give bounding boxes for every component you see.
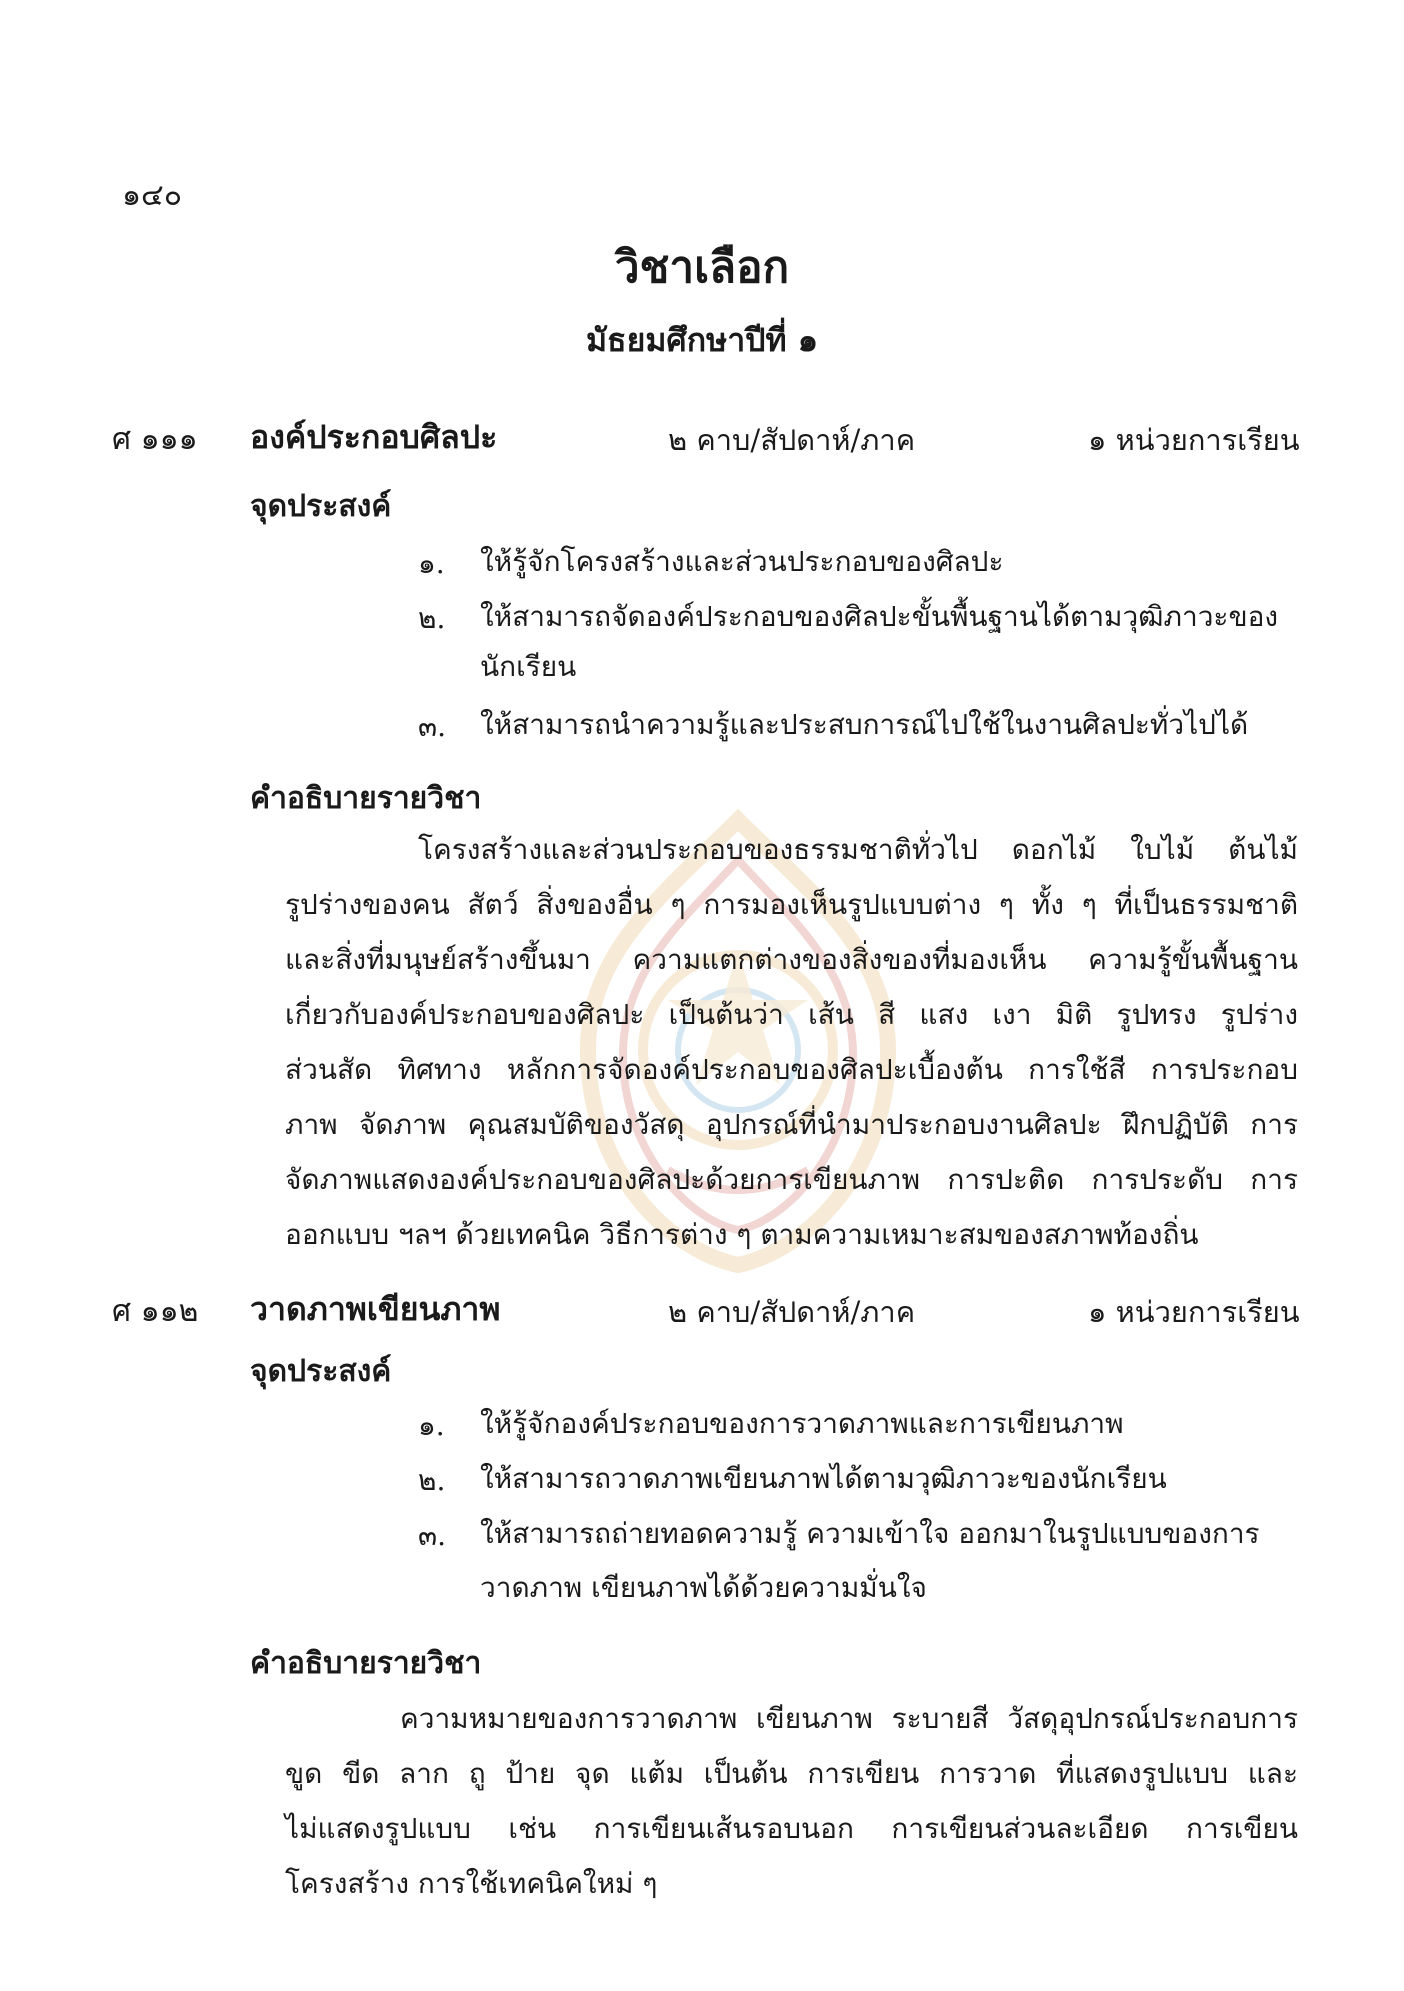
- page-title: วิชาเลือก: [614, 242, 790, 293]
- objective-text: ให้รู้จักโครงสร้างและส่วนประกอบของศิลปะ: [480, 545, 1004, 578]
- page-number: ๑๔๐: [122, 178, 183, 213]
- description-line: และสิ่งที่มนุษย์สร้างขึ้นมา ความแตกต่างของสิ่งของที่มองเห็น ความรู้ขั้นพื้นฐาน: [285, 943, 1298, 976]
- objective-text: ให้รู้จักองค์ประกอบของการวาดภาพและการเขียนภาพ: [480, 1407, 1124, 1440]
- course-name: วาดภาพเขียนภาพ: [250, 1290, 501, 1328]
- course-credit: ๑ หน่วยการเรียน: [1088, 423, 1300, 457]
- objective-number: ๑.: [418, 1409, 445, 1442]
- description-line: รูปร่างของคน สัตว์ สิ่งของอื่น ๆ การมองเห็นรูปแบบต่าง ๆ ทั้ง ๆ ที่เป็นธรรมชาติ: [285, 888, 1298, 921]
- objective-text: ให้สามารถวาดภาพเขียนภาพได้ตามวุฒิภาวะของนักเรียน: [480, 1462, 1167, 1495]
- description-line: ไม่แสดงรูปแบบ เช่น การเขียนเส้นรอบนอก การเขียนส่วนละเอียด การเขียน: [285, 1812, 1298, 1845]
- objective-number: ๓.: [418, 1519, 447, 1552]
- description-line: โครงสร้าง การใช้เทคนิคใหม่ ๆ: [285, 1867, 658, 1900]
- objective-text: ให้สามารถถ่ายทอดความรู้ ความเข้าใจ ออกมาในรูปแบบของการ: [480, 1517, 1260, 1550]
- description-line: ส่วนสัด ทิศทาง หลักการจัดองค์ประกอบของศิลปะเบื้องต้น การใช้สี การประกอบ: [285, 1053, 1298, 1086]
- objective-text: ให้สามารถนำความรู้และประสบการณ์ไปใช้ในงานศิลปะทั่วไปได้: [480, 708, 1249, 741]
- description-line: ภาพ จัดภาพ คุณสมบัติของวัสดุ อุปกรณ์ที่นำมาประกอบงานศิลปะ ฝึกปฏิบัติ การ: [285, 1108, 1298, 1141]
- course-credit: ๑ หน่วยการเรียน: [1088, 1295, 1300, 1329]
- objectives-heading: จุดประสงค์: [250, 489, 392, 524]
- objective-number: ๒.: [418, 1464, 446, 1497]
- course-hours: ๒ คาบ/สัปดาห์/ภาค: [668, 423, 916, 457]
- description-line: จัดภาพแสดงองค์ประกอบของศิลปะด้วยการเขียนภาพ การปะติด การประดับ การ: [285, 1163, 1298, 1196]
- objective-number: ๑.: [418, 547, 445, 580]
- description-line: ออกแบบ ฯลฯ ด้วยเทคนิค วิธีการต่าง ๆ ตามความเหมาะสมของสภาพท้องถิ่น: [285, 1218, 1199, 1251]
- watermark-seal-icon: [548, 800, 928, 1280]
- description-line: ขูด ขีด ลาก ถู ป้าย จุด แต้ม เป็นต้น การเขียน การวาด ที่แสดงรูปแบบ และ: [285, 1757, 1298, 1790]
- objective-number: ๓.: [418, 710, 447, 743]
- description-heading: คำอธิบายรายวิชา: [250, 1646, 482, 1681]
- description-line: โครงสร้างและส่วนประกอบของธรรมชาติทั่วไป ดอกไม้ ใบไม้ ต้นไม้: [418, 833, 1298, 866]
- objective-text: วาดภาพ เขียนภาพได้ด้วยความมั่นใจ: [480, 1571, 927, 1604]
- course-code: ศ ๑๑๒: [112, 1294, 199, 1329]
- description-line: ความหมายของการวาดภาพ เขียนภาพ ระบายสี วัสดุอุปกรณ์ประกอบการ: [400, 1702, 1298, 1735]
- description-heading: คำอธิบายรายวิชา: [250, 781, 482, 816]
- course-name: องค์ประกอบศิลปะ: [250, 418, 498, 456]
- objectives-heading: จุดประสงค์: [250, 1354, 392, 1389]
- objective-text: นักเรียน: [480, 650, 577, 683]
- objective-text: ให้สามารถจัดองค์ประกอบของศิลปะขั้นพื้นฐานได้ตามวุฒิภาวะของ: [480, 600, 1279, 633]
- description-line: เกี่ยวกับองค์ประกอบของศิลปะ เป็นต้นว่า เส้น สี แสง เงา มิติ รูปทรง รูปร่าง: [285, 998, 1298, 1031]
- course-code: ศ ๑๑๑: [112, 422, 198, 457]
- objective-number: ๒.: [418, 602, 446, 635]
- page-subtitle: มัธยมศึกษาปีที่ ๑: [585, 321, 819, 359]
- course-hours: ๒ คาบ/สัปดาห์/ภาค: [668, 1295, 916, 1329]
